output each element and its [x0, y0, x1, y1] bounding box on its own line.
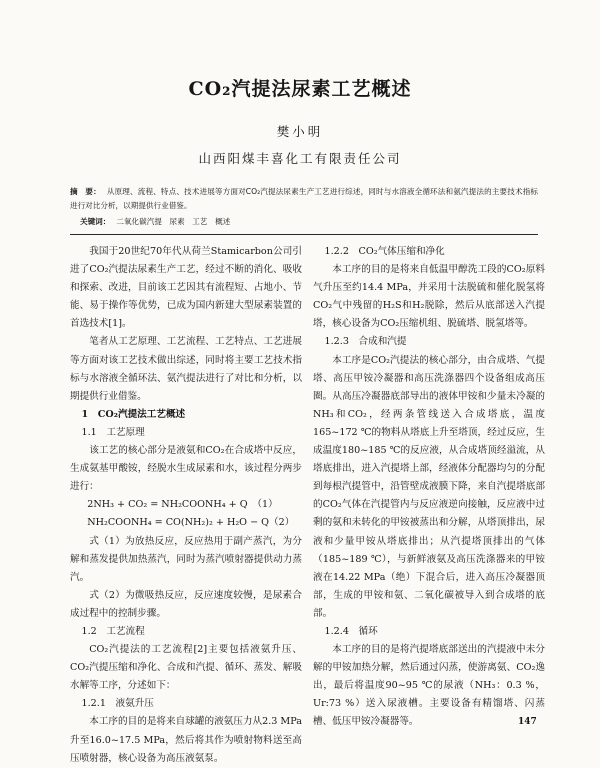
paragraph-text: 我国于20世纪70年代从荷兰Stamicarbon公司引进了CO₂汽提法尿素生产工艺，经过不断的消化、吸收和探索、改进，目前该工艺因其有流程短、占地小、节能、易于操作等优势，已成为国内新建大型尿素装置的首选技术[1]。	[70, 246, 302, 330]
page-number: 147	[518, 717, 537, 727]
paragraph	[70, 243, 302, 333]
paragraph	[70, 587, 302, 623]
paragraph	[70, 713, 302, 767]
subsection-heading: 1.2.3 合成和汽提	[324, 336, 407, 348]
abstract-label: 摘 要：	[70, 187, 101, 196]
subsection-heading: 1.2.1 液氨升压	[81, 698, 154, 710]
author-affiliation: 山西阳煤丰喜化工有限责任公司	[198, 151, 402, 166]
paragraph-text: 笔者从工艺原理、工艺流程、工艺特点、工艺进展等方面对该工艺技术做出综述，同时将主要工艺技术指标与水溶液全循环法、氨汽提法进行了对比和分析，以期提供行业借鉴。	[70, 336, 302, 402]
paragraph	[70, 333, 302, 405]
abstract-text: 从原理、流程、特点、技术进展等方面对CO₂汽提法尿素生产工艺进行综述，同时与水溶液全循环法和氨汽提法的主要技术指标进行对比分析，以期提供行业借鉴。	[70, 187, 538, 210]
paragraph-text: 本工序的目的是将来自低温甲醇洗工段的CO₂原料气升压至约14.4 MPa，并采用十法脱硫和催化脱氢将CO₂气中残留的H₂S和H₂脱除，然后从底部送入汽提塔，核心设备为CO₂压缩机组、脱硫塔、脱氢塔等。	[313, 264, 545, 330]
paragraph	[70, 533, 302, 587]
right-column	[313, 243, 545, 732]
section-heading: 1 CO₂汽提法工艺概述	[81, 408, 186, 420]
paragraph	[313, 641, 545, 731]
page-title: CO₂汽提法尿素工艺概述	[188, 78, 412, 100]
paragraph-text: 本工序是CO₂汽提法的核心部分，由合成塔、气提塔、高压甲铵冷凝器和高压洗涤器四个设备组成高压圈。从高压冷凝器底部导出的液体甲铵和少量未冷凝的NH₃和CO₂，经两条管线送入合成塔底，温度165~172 ℃的物料从塔底上升至塔顶，经过反应，生成温度180~185 ℃的反应液，从合成塔顶经溢流，从塔底排出，进入汽提塔上部，经液体分配器均匀的分配到每根汽提管中，沿管壁成液膜下降，来自汽提塔底部的CO₂气体在汽提管内与反应液逆向接触，反应液中过剩的氨和未转化的甲铵被蒸出和分解，从塔顶排出，尿液和少量甲铵从塔底排出；从汽提塔顶排出的气体（185~189 ℃），与新鲜液氨及高压洗涤器来的甲铵液在14.22 MPa（绝）下混合后，进入高压冷凝器顶部，生成的甲铵和氨、二氧化碳被导入到合成塔的底部。	[313, 354, 545, 619]
paragraph-text: 式（1）为放热反应，反应热用于副产蒸汽，为分解和蒸发提供加热蒸汽，同时为蒸汽喷射器提供动力蒸汽。	[70, 535, 302, 583]
left-column	[70, 243, 302, 768]
equation: NH₂COONH₄ = CO(NH₂)₂ + H₂O − Q（2）	[87, 517, 295, 529]
subsection-heading: 1.2.4 循环	[324, 625, 378, 637]
subsection-heading: 1.2 工艺流程	[81, 625, 145, 637]
paragraph-text: 本工序的目的是将汽提塔底部送出的汽提液中未分解的甲铵加热分解，然后通过闪蒸，使游离氨、CO₂逸出，最后将温度90~95 ℃的尿液（NH₃：0.3 %，Ur:73 %）送入尿液槽。主要设备有精馏塔、闪蒸槽、低压甲铵冷凝器等。	[313, 644, 545, 728]
paragraph	[313, 261, 545, 333]
keywords	[80, 216, 538, 228]
equation: 2NH₃ + CO₂ = NH₂COONH₄ + Q （1）	[87, 499, 278, 511]
keywords-text: 二氧化碳汽提 尿素 工艺 概述	[116, 217, 231, 226]
paragraph-text: 本工序的目的是将来自球罐的液氨压力从2.3 MPa升至16.0~17.5 MPa，然后将其作为喷射物料送至高压喷射器，核心设备为高压液氨泵。	[70, 716, 302, 764]
keywords-label: 关键词：	[80, 217, 111, 226]
paragraph	[70, 641, 302, 695]
paragraph	[70, 442, 302, 496]
subsection-heading: 1.1 工艺原理	[81, 426, 145, 438]
paragraph	[313, 352, 545, 623]
paragraph-text: 式（2）为微吸热反应，反应速度较慢，是尿素合成过程中的控制步骤。	[70, 589, 302, 619]
subsection-heading: 1.2.2 CO₂气体压缩和净化	[324, 246, 445, 257]
paragraph-text: 该工艺的核心部分是液氨和CO₂在合成塔中反应，生成氨基甲酸铵，经脱水生成尿素和水，该过程分两步进行：	[70, 445, 302, 493]
abstract	[70, 185, 538, 213]
author-name: 樊小明	[276, 124, 324, 139]
abstract-divider	[70, 234, 538, 235]
paragraph-text: CO₂汽提法的工艺流程[2]主要包括液氨升压、CO₂汽提压缩和净化、合成和汽提、循环、蒸发、解吸水解等工序，分述如下：	[70, 644, 302, 692]
